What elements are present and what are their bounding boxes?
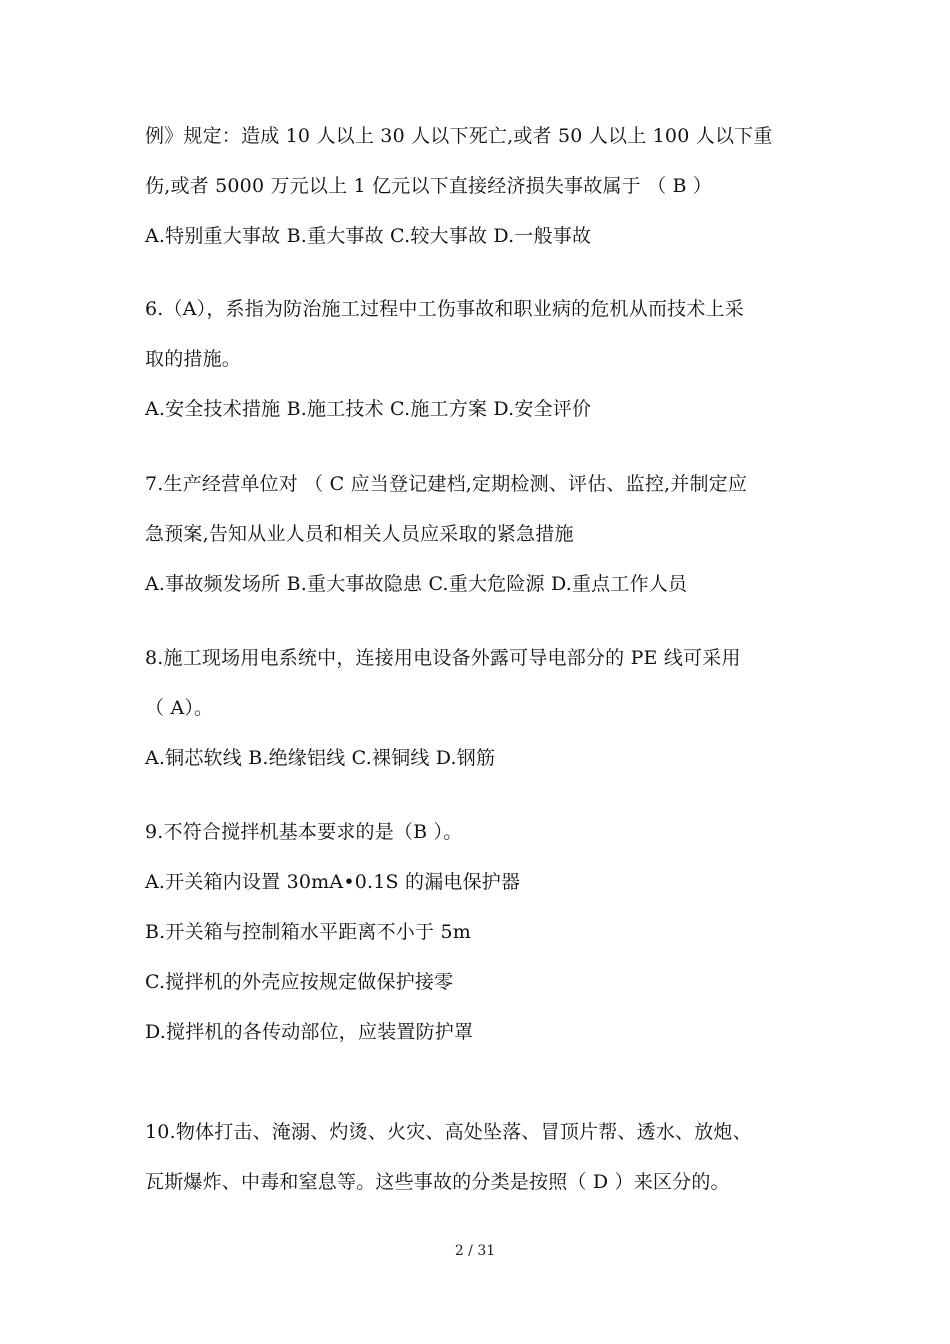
text-line: 伤,或者 5000 万元以上 1 亿元以下直接经济损失事故属于 （ B ） xyxy=(145,175,713,197)
text-line: （ A）。 xyxy=(145,697,214,719)
text-line: 8.施工现场用电系统中，连接用电设备外露可导电部分的 PE 线可采用 xyxy=(145,647,741,669)
text-line: 7.生产经营单位对 （ C 应当登记建档,定期检测、评估、监控,并制定应 xyxy=(145,473,748,495)
text-line: B.开关箱与控制箱水平距离不小于 5m xyxy=(145,921,471,943)
text-line: 6.（A），系指为防治施工过程中工伤事故和职业病的危机从而技术上采 xyxy=(145,298,744,320)
text-line: C.搅拌机的外壳应按规定做保护接零 xyxy=(145,971,454,993)
text-line: A.开关箱内设置 30mA•0.1S 的漏电保护器 xyxy=(145,871,521,893)
text-line: 急预案,告知从业人员和相关人员应采取的紧急措施 xyxy=(145,523,574,545)
text-line: 瓦斯爆炸、中毒和窒息等。这些事故的分类是按照（ D ）来区分的。 xyxy=(145,1171,730,1193)
text-line: 取的措施。 xyxy=(145,348,242,370)
text-line: 9.不符合搅拌机基本要求的是（B ）。 xyxy=(145,821,463,843)
text-line: A.铜芯软线 B.绝缘铝线 C.裸铜线 D.钢筋 xyxy=(145,747,496,769)
page-number: 2 / 31 xyxy=(454,1243,496,1259)
text-line: A.事故频发场所 B.重大事故隐患 C.重大危险源 D.重点工作人员 xyxy=(145,573,688,595)
text-line: 例》规定：造成 10 人以上 30 人以下死亡,或者 50 人以上 100 人以下重 xyxy=(145,125,773,147)
text-line: A.特别重大事故 B.重大事故 C.较大事故 D.一般事故 xyxy=(145,225,592,247)
text-line: 10.物体打击、淹溺、灼烫、火灾、高处坠落、冒顶片帮、透水、放炮、 xyxy=(145,1121,752,1143)
text-line: A.安全技术措施 B.施工技术 C.施工方案 D.安全评价 xyxy=(145,398,592,420)
text-line: D.搅拌机的各传动部位，应装置防护罩 xyxy=(145,1021,474,1043)
